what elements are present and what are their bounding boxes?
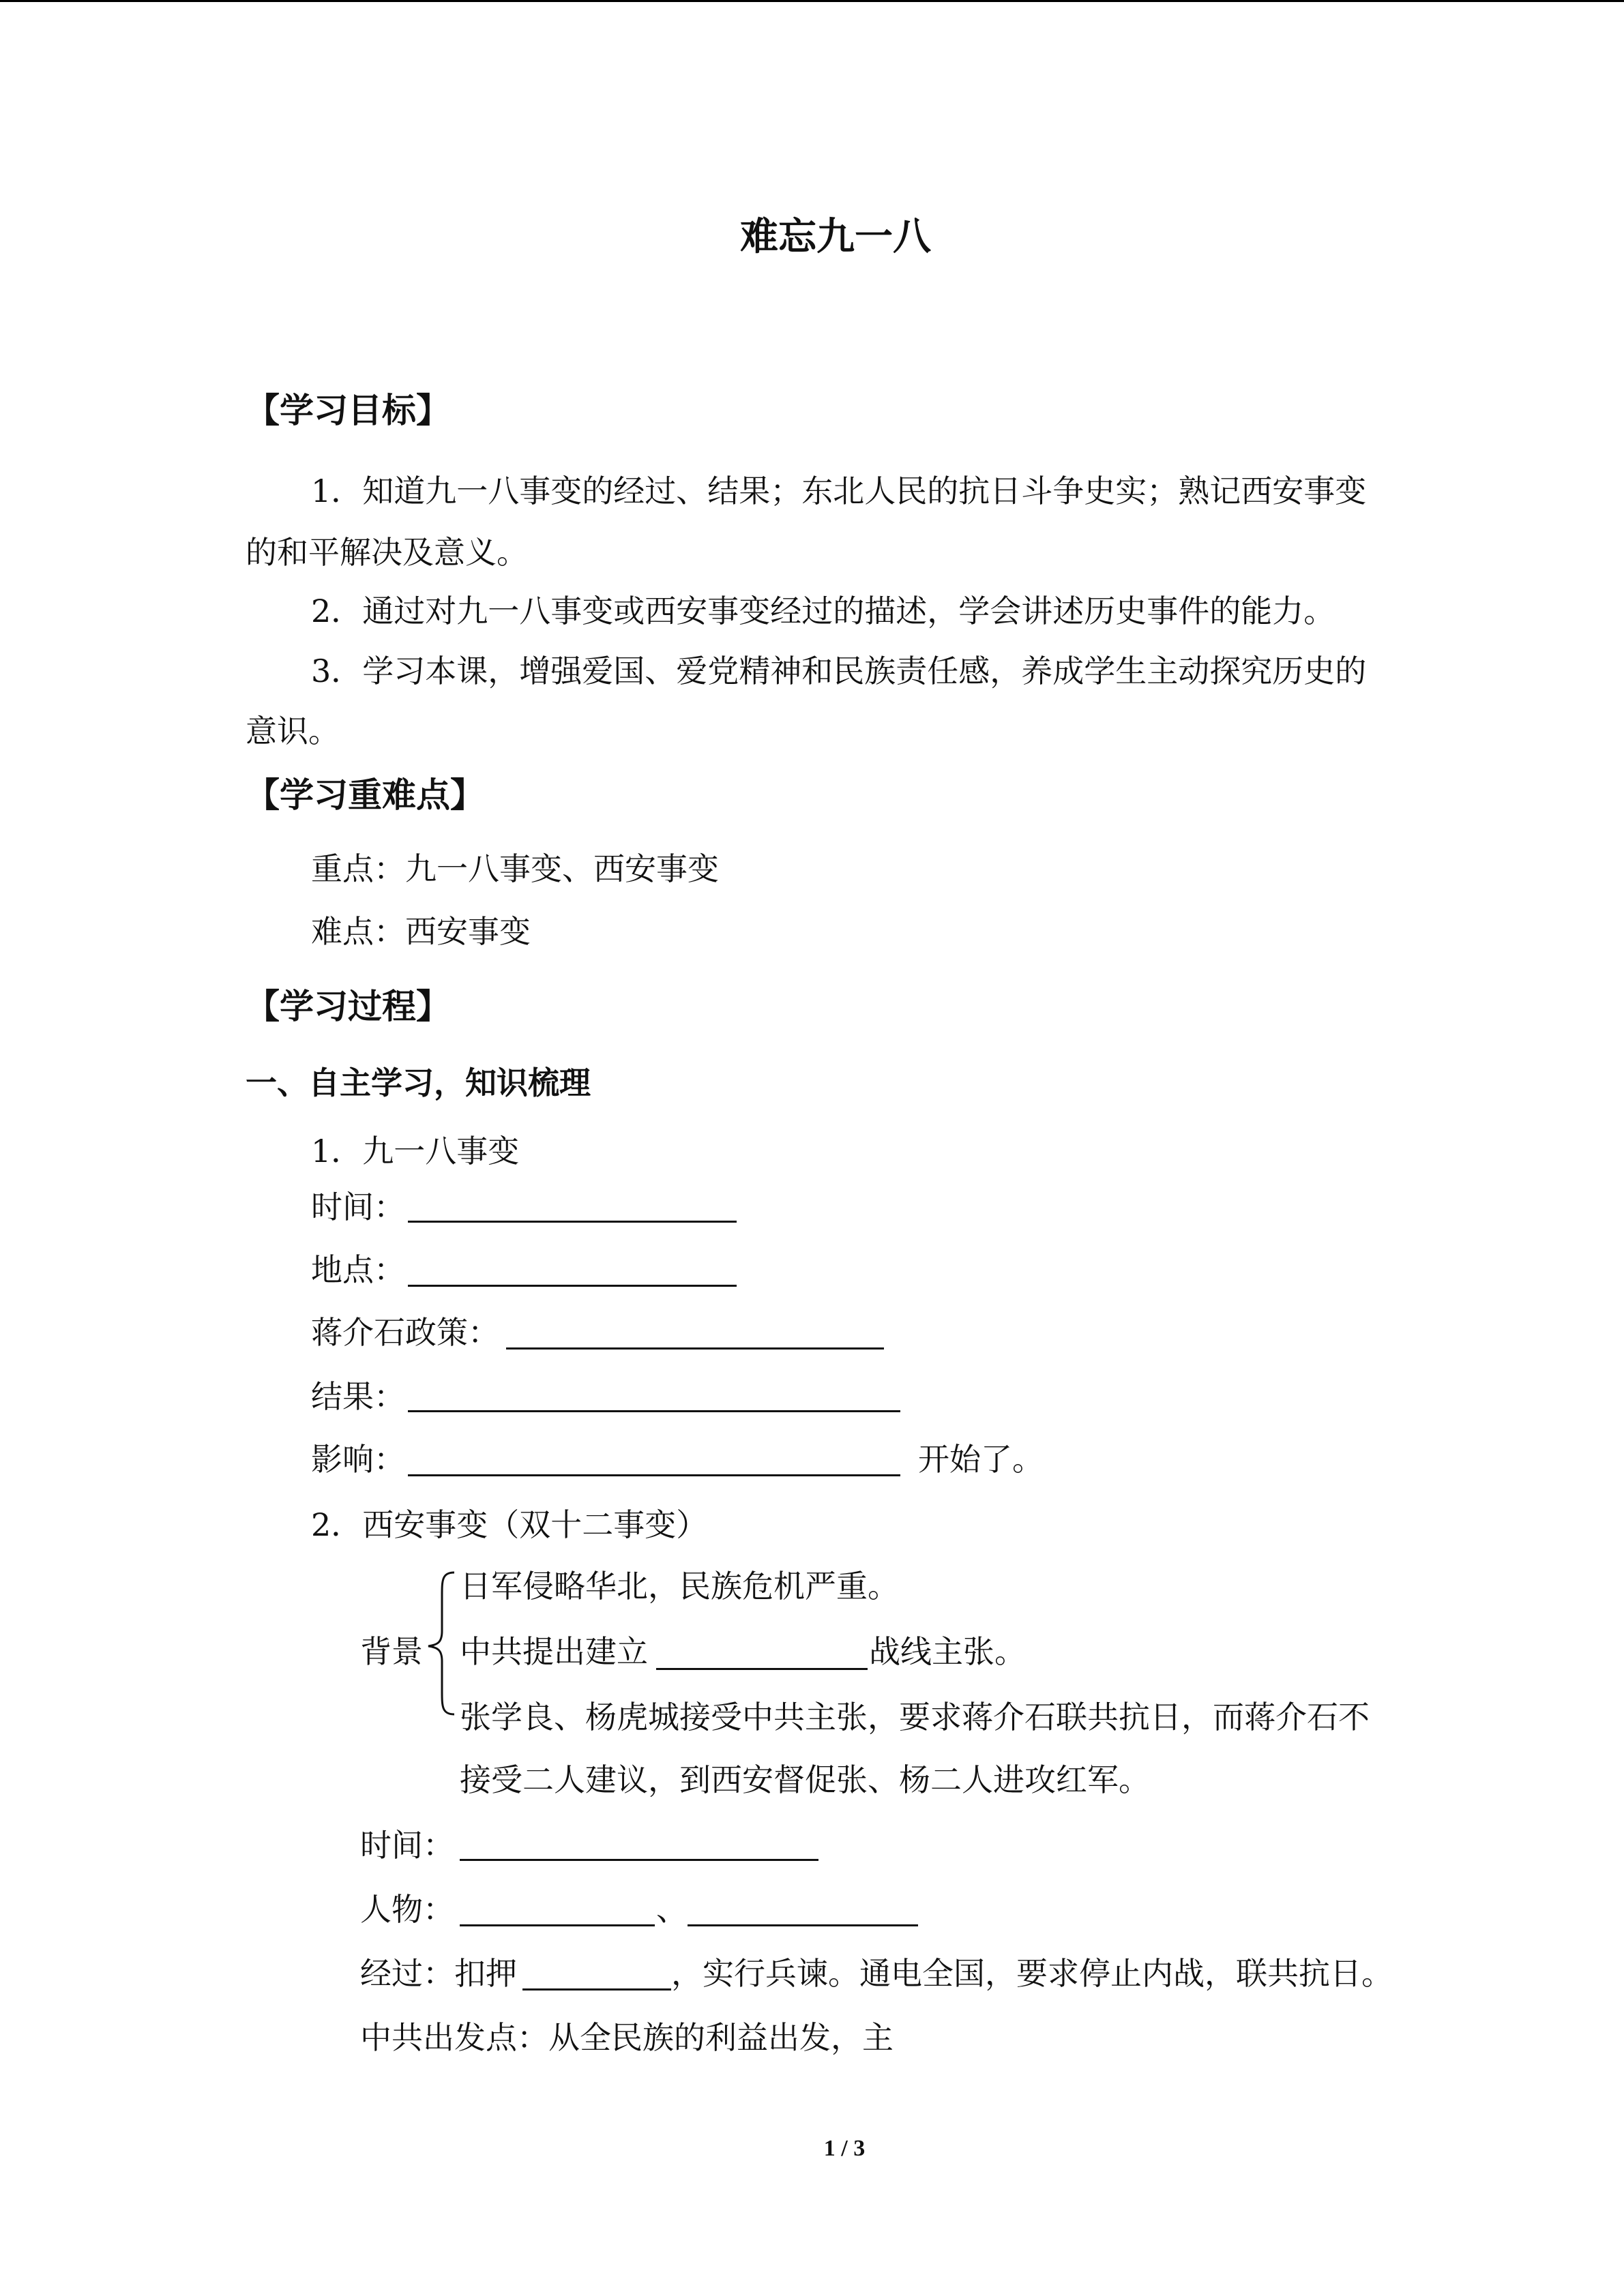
page-number: 1 / 3 [823,2136,866,2161]
event-2-ccp-start: 中共出发点：从全民族的利益出发，主 [360,2019,894,2056]
event-2-person-2-blank[interactable] [688,1924,918,1926]
background-item-3-line-2: 接受二人建议，到西安督促张、杨二人进攻红军。 [460,1761,1150,1798]
background-item-2-prefix: 中共提出建立 [460,1633,648,1670]
event-1-impact-suffix: 开始了。 [918,1441,1044,1478]
goals-heading: 【学习目标】 [246,391,450,430]
event-2-person-1-blank[interactable] [460,1924,655,1926]
event-1-impact-blank[interactable] [408,1474,900,1476]
background-item-2-suffix: 战线主张。 [869,1633,1026,1670]
background-item-1: 日军侵略华北，民族危机严重。 [460,1568,899,1605]
event-2-people-label: 人物： [360,1891,454,1928]
goal-1-line-1: 1．知道九一八事变的经过、结果；东北人民的抗日斗争史实；熟记西安事变 [311,473,1367,509]
curly-brace-icon [423,1568,461,1718]
event-1-policy-label: 蒋介石政策： [311,1314,499,1351]
event-2-process-suffix: ，实行兵谏。通电全国，要求停止内战，联共抗日。 [671,1955,1393,1992]
event-1-impact-label: 影响： [311,1441,405,1478]
process-heading: 【学习过程】 [246,987,450,1026]
united-front-blank[interactable] [656,1668,868,1670]
event-2-time-blank[interactable] [460,1859,818,1861]
page-top-border [0,0,1624,2]
event-1-place-blank[interactable] [408,1285,737,1287]
difficult-points: 难点：西安事变 [311,913,531,950]
event-2-process-prefix: 经过：扣押 [360,1955,517,1992]
key-points-heading: 【学习重难点】 [246,775,484,815]
background-label: 背景 [360,1633,423,1670]
goal-3-line-2: 意识。 [246,713,340,749]
key-points: 重点：九一八事变、西安事变 [311,850,719,887]
event-1-place-label: 地点： [311,1251,405,1288]
event-1-result-blank[interactable] [408,1410,900,1412]
goal-2: 2．通过对九一八事变或西安事变经过的描述，学会讲述历史事件的能力。 [311,593,1335,629]
goal-1-line-2: 的和平解决及意义。 [246,534,528,571]
part-1-heading: 一、自主学习，知识梳理 [246,1064,591,1101]
event-2-detainee-blank[interactable] [522,1988,671,1991]
goal-3-line-1: 3．学习本课，增强爱国、爱党精神和民族责任感，养成学生主动探究历史的 [311,653,1367,689]
event-1-heading: 1．九一八事变 [311,1133,520,1169]
event-2-heading: 2．西安事变（双十二事变） [311,1506,708,1543]
event-2-time-label: 时间： [360,1827,454,1864]
document-title: 难忘九一八 [740,215,931,259]
event-2-people-separator: 、 [656,1891,688,1928]
event-1-result-label: 结果： [311,1378,405,1415]
background-item-3-line-1: 张学良、杨虎城接受中共主张，要求蒋介石联共抗日，而蒋介石不 [460,1699,1370,1735]
event-1-time-blank[interactable] [408,1221,737,1223]
event-1-policy-blank[interactable] [506,1347,884,1350]
event-1-time-label: 时间： [311,1189,405,1225]
